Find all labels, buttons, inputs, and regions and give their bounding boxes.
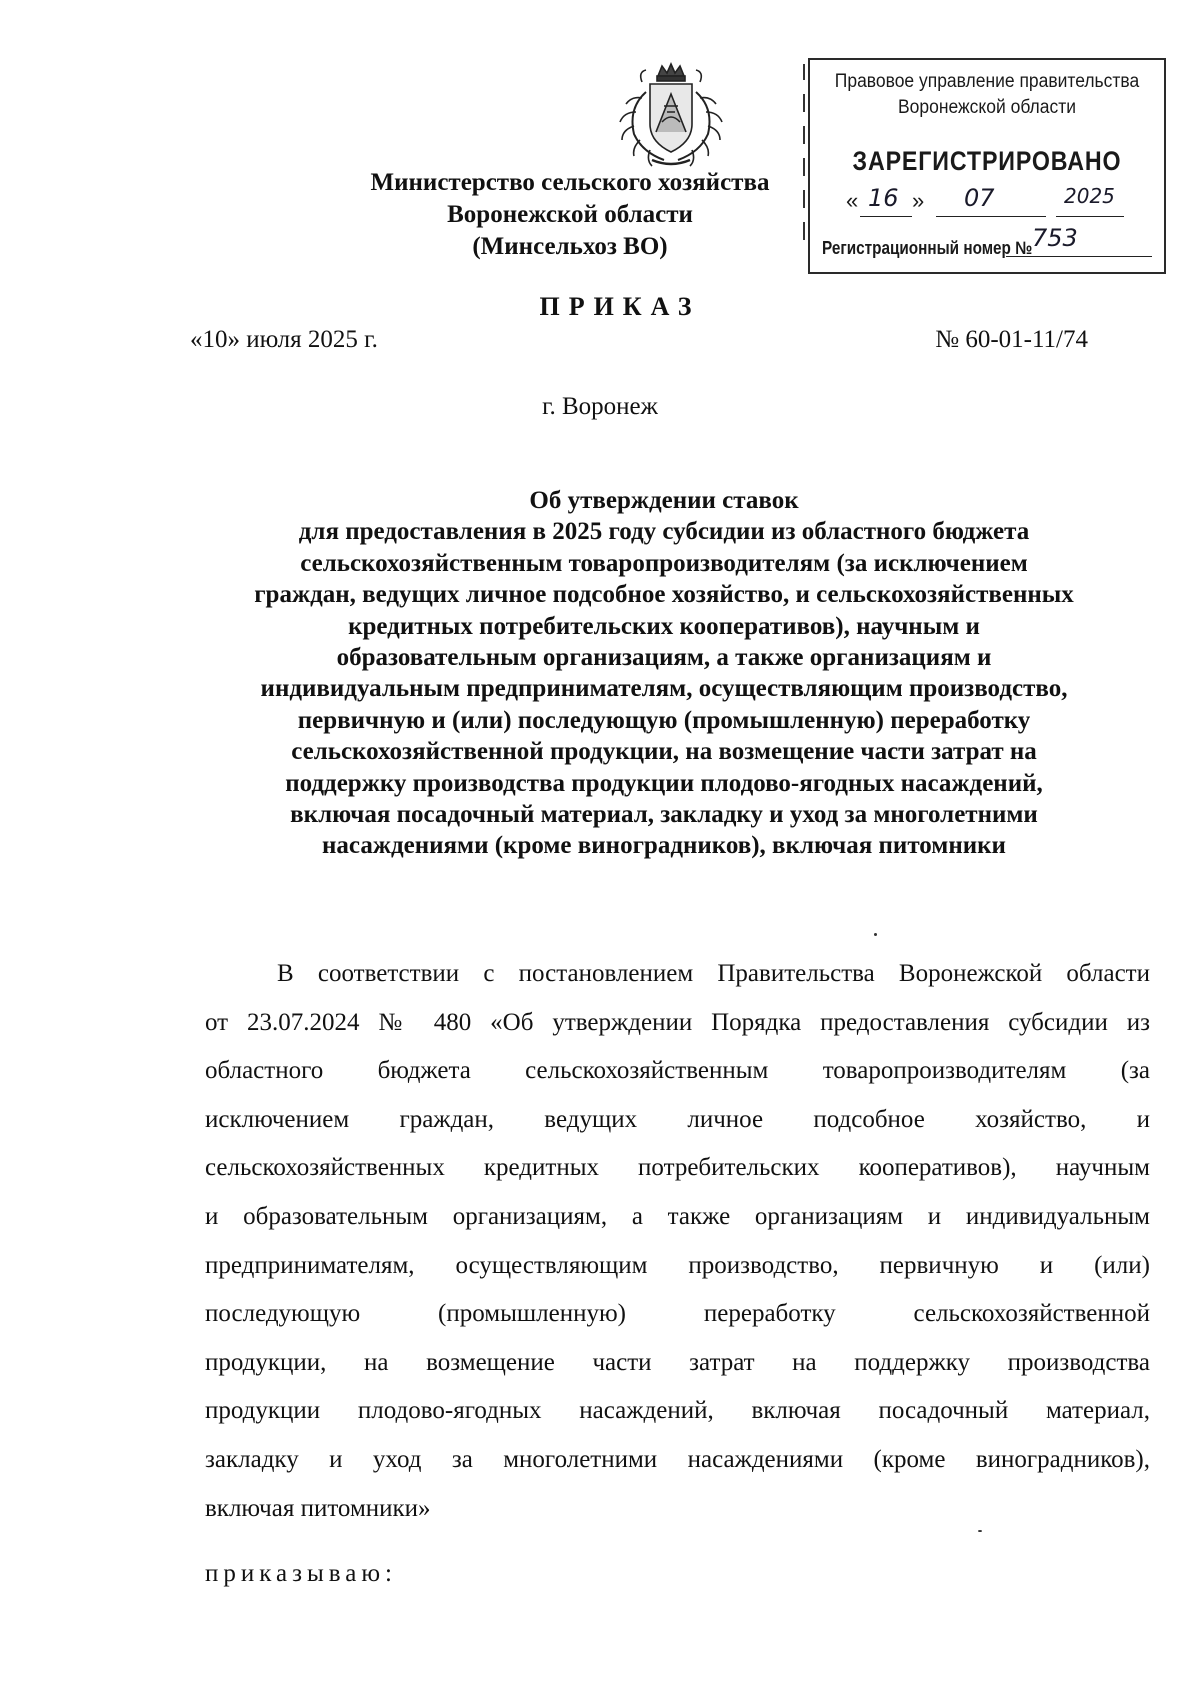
body-line: областного бюджета сельскохозяйственным товаропроизводителям (за [205,1057,1150,1085]
body-line: продукции, на возмещение части затрат на поддержку производства [205,1348,1150,1376]
stamp-reg-number: 753 [1032,224,1078,252]
subject-line: кредитных потребительских кооперативов), научным и [348,612,980,640]
subject-line: насаждениями (кроме виноградников), включая питомники [322,832,1006,860]
ministry-name-line2: Воронежской области [447,201,693,228]
coat-of-arms-icon [612,62,730,170]
body-line: продукции плодово-ягодных насаждений, включая посадочный материал, [205,1397,1150,1425]
subject-line: для предоставления в 2025 году субсидии из областного бюджета [298,518,1030,546]
body-line: сельскохозяйственных кредитных потребительских кооперативов), научным [205,1154,1150,1182]
body-line: и образовательным организациям, а также организациям и индивидуальным [205,1202,1150,1230]
scan-speck [874,933,877,936]
stamp-month-underline [936,216,1046,217]
body-line: В соответствии с постановлением Правительства Воронежской области [277,960,1150,987]
subject-line: индивидуальным предпринимателям, осуществляющим производство, [260,675,1068,703]
stamp-status: ЗАРЕГИСТРИРОВАНО [852,146,1122,176]
subject-line: Об утверждении ставок [529,487,799,514]
body-line: предпринимателям, осуществляющим производство, первичную и (или) [205,1251,1150,1279]
order-city: г. Воронеж [542,393,658,420]
stamp-date [846,184,1146,222]
body-line: от 23.07.2024 № 480 «Об утверждении Порядка предоставления субсидии из [205,1008,1150,1036]
stamp-org-line1: Правовое управление правительства [834,71,1140,92]
stamp-quote-open: « [846,188,859,213]
subject-line: первичную и (или) последующую (промышленную) переработку [297,706,1031,734]
stamp-day-underline [860,216,912,217]
stamp-date-month: 07 [964,184,995,212]
body-line: закладку и уход за многолетними насаждениями (кроме виноградников), [205,1445,1150,1473]
order-subject [196,485,1132,862]
subject-line: образовательным организациям, а также организациям и [336,644,992,672]
stamp-date-day: 16 [868,184,899,212]
order-directive-word: приказываю: [205,1560,397,1587]
stamp-org-line2: Воронежской области [897,97,1076,118]
body-line: включая питомники» [205,1494,431,1522]
stamp-year-underline [1056,216,1124,217]
order-date: «10» июля 2025 г. [190,326,378,353]
subject-line: включая посадочный материал, закладку и уход за многолетними [290,801,1038,829]
body-line: исключением граждан, ведущих личное подсобное хозяйство, и [205,1105,1150,1133]
order-body-paragraph [205,950,1150,1533]
ministry-short-name: (Минсельхоз ВО) [472,233,668,260]
subject-line: поддержку производства продукции плодово-ягодных насаждений, [285,769,1043,797]
stamp-reg-number-underline [1006,256,1152,257]
registration-stamp [808,58,1166,274]
subject-line: граждан, ведущих личное подсобное хозяйство, и сельскохозяйственных [254,581,1074,609]
subject-line: сельскохозяйственным товаропроизводителям (за исключением [300,549,1028,577]
subject-line: сельскохозяйственной продукции, на возмещение части затрат на [291,738,1037,766]
scan-speck [978,1530,982,1532]
ministry-name-line1: Министерство сельского хозяйства [370,169,770,196]
order-number: № 60-01-11/74 [935,326,1088,353]
stamp-quote-close: » [912,188,925,213]
order-title: ПРИКАЗ [539,292,701,321]
body-line: последующую (промышленную) переработку сельскохозяйственной [205,1300,1150,1328]
stamp-reg-number-label: Регистрационный номер № [822,238,1033,258]
stamp-date-year: 2025 [1064,184,1115,208]
